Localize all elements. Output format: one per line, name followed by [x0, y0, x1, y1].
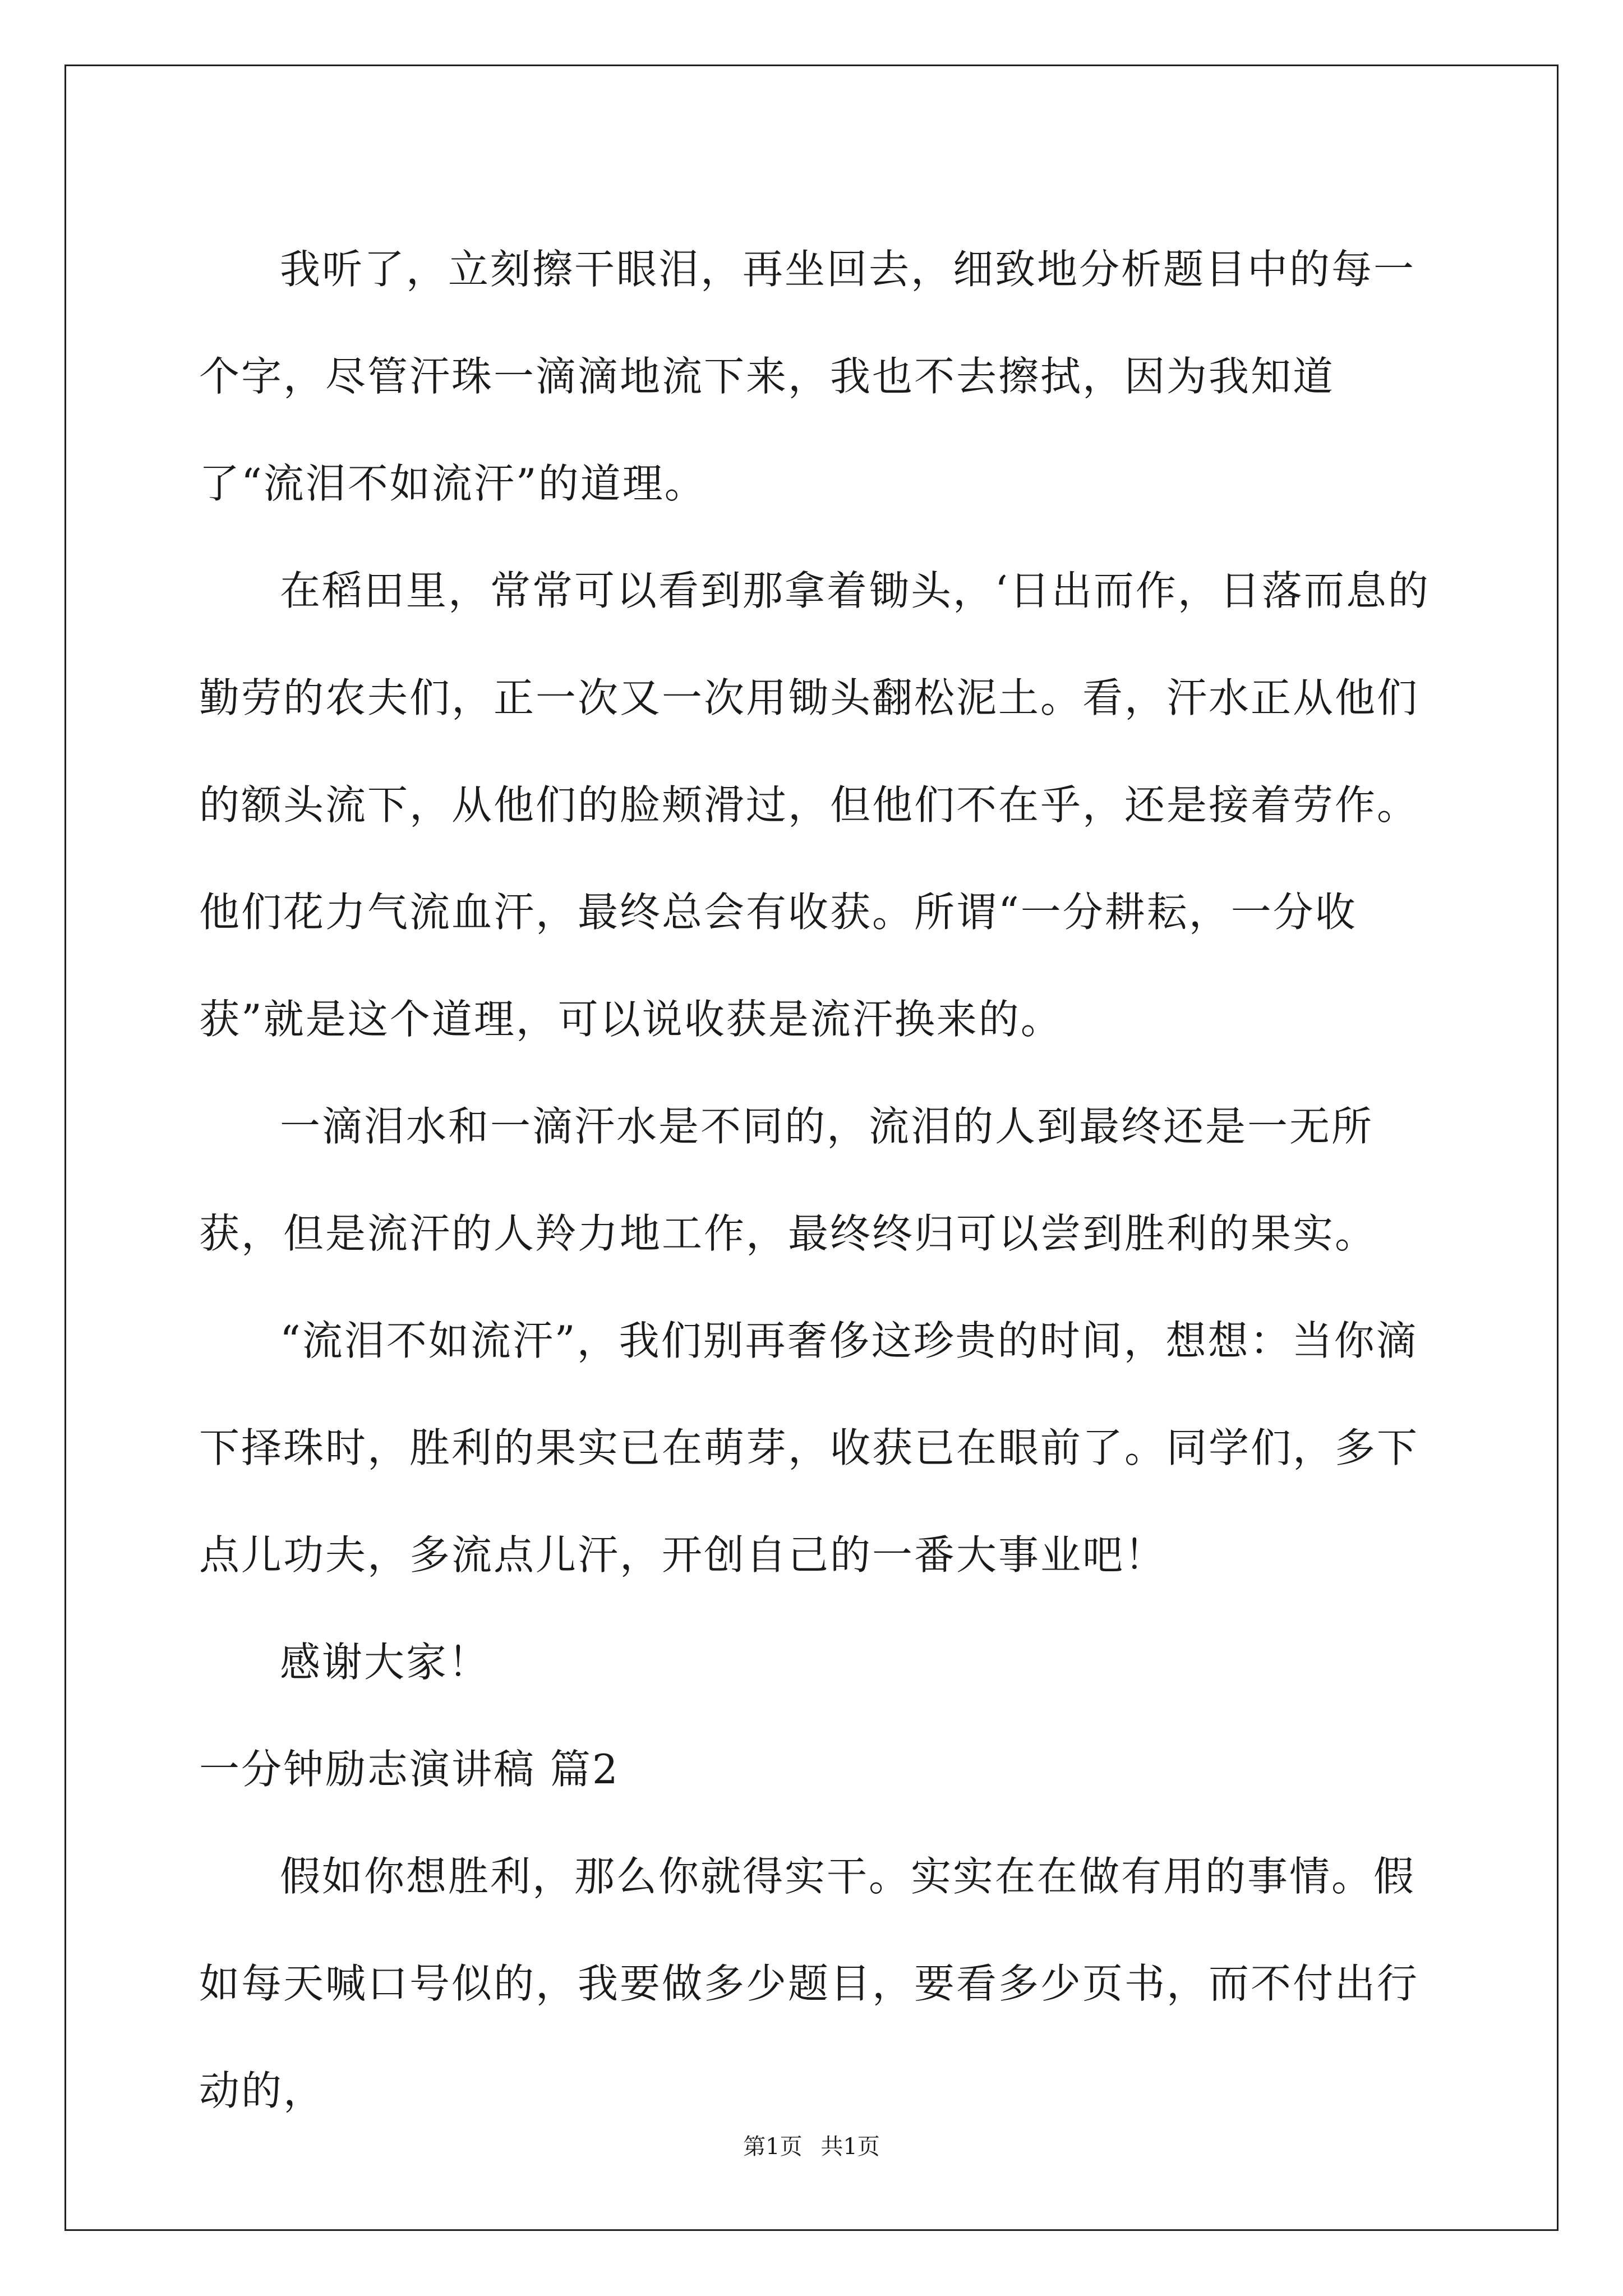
- page-number: 第1页: [743, 2134, 803, 2160]
- page-total: 共1页: [820, 2134, 880, 2160]
- document-body: [199, 216, 1433, 2145]
- page-footer: [0, 2129, 1623, 2161]
- paragraph-2: 在稻田里，常常可以看到那拿着锄头，‘日出而作，日落而息的勤劳的农夫们，正一次又一次用锄头翻松泥土。看，汗水正从他们的额头流下，从他们的脸颊滑过，但他们不在乎，还是接着劳作。他们花力气流血汗，最终总会有收获。所谓“一分耕耘，一分收获”就是这个道理，可以说收获是流汗换来的。: [199, 567, 1430, 1043]
- paragraph-4: “流泪不如流汗”，我们别再奢侈这珍贵的时间，想想：当你滴下择珠时，胜利的果实已在萌芽，收获已在眼前了。同学们，多下点儿功夫，多流点儿汗，开创自己的一番大事业吧！: [199, 1317, 1419, 1579]
- paragraph-3: 一滴泪水和一滴汗水是不同的，流泪的人到最终还是一无所获，但是流汗的人羚力地工作，最终终归可以尝到胜利的果实。: [199, 1103, 1377, 1257]
- section-heading: 一分钟励志演讲稿 篇2: [199, 1746, 620, 1793]
- paragraph-6: 假如你想胜利，那么你就得实干。实实在在做有用的事情。假如每天喊口号似的，我要做多少题目，要看多少页书，而不付出行动的，: [199, 1853, 1419, 2114]
- paragraph-1: 我听了，立刻擦干眼泪，再坐回去，细致地分析题目中的每一个字，尽管汗珠一滴滴地流下来，我也不去擦拭，因为我知道了“流泪不如流汗”的道理。: [199, 246, 1416, 507]
- paragraph-5: 感谢大家！: [280, 1639, 491, 1686]
